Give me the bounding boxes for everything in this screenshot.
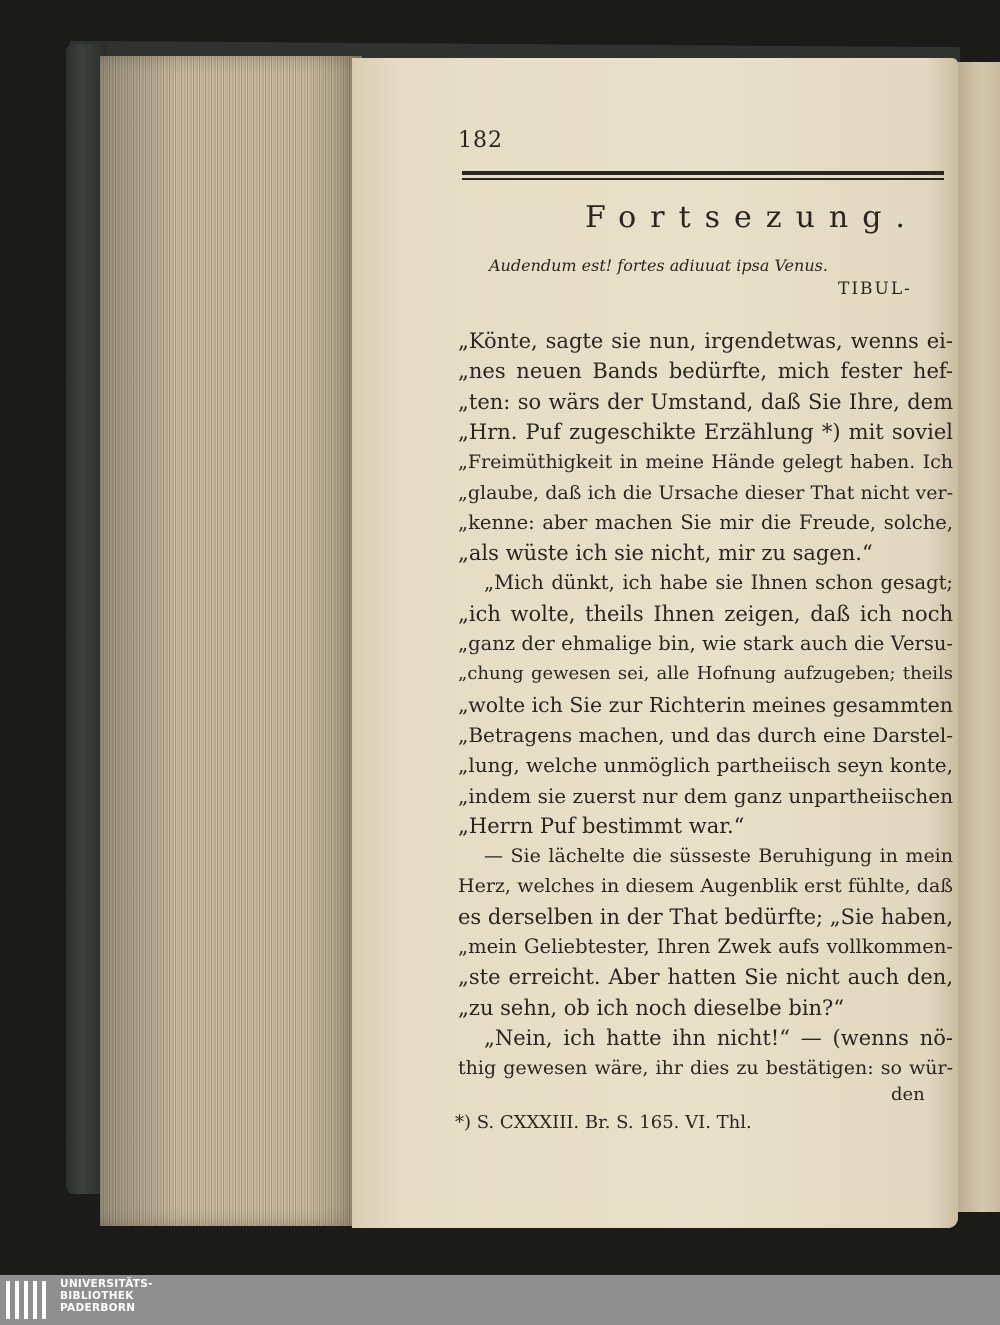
page-number: 182 — [458, 128, 503, 153]
body-line: Herz, welches in diesem Augenblik erst fühlte, daß — [458, 875, 953, 898]
catchword: den — [891, 1084, 925, 1105]
body-line: „Könte, sagte sie nun, irgendetwas, wenns ei- — [458, 329, 953, 353]
body-line: „glaube, daß ich die Ursache dieser That nicht ver- — [458, 481, 953, 504]
body-line: „Betragens machen, und das durch eine Darstel- — [458, 722, 954, 747]
body-line: „als wüste ich sie nicht, mir zu sagen.“ — [458, 541, 873, 566]
body-line: es derselben in der That bedürfte; „Sie haben, — [458, 904, 953, 929]
body-line: „chung gewesen sei, alle Hofnung aufzugeben; theils — [458, 663, 953, 685]
body-line: „ten: so wärs der Umstand, daß Sie Ihre, dem — [458, 389, 953, 414]
library-name — [60, 1278, 153, 1314]
header-rule-thin — [462, 178, 944, 180]
body-line: „ste erreicht. Aber hatten Sie nicht auch den, — [458, 965, 953, 990]
body-line: — Sie lächelte die süsseste Beruhigung in mein — [484, 845, 953, 868]
header-rule-thick — [462, 171, 944, 175]
body-line: „Nein, ich hatte ihn nicht!“ — (wenns nö- — [484, 1025, 953, 1050]
chapter-heading: Fortsezung. — [585, 200, 919, 235]
body-line: „ich wolte, theils Ihnen zeigen, daß ich noch — [458, 601, 953, 626]
body-line: „Herrn Puf bestimmt war.“ — [458, 813, 745, 838]
adjacent-page — [955, 62, 1000, 1212]
library-name-line-2: BIBLIOTHEK — [60, 1290, 134, 1302]
body-line: „Mich dünkt, ich habe sie Ihnen schon gesagt; — [484, 571, 953, 595]
body-line: thig gewesen wäre, ihr dies zu bestätigen: so wür- — [458, 1057, 953, 1080]
body-line: „lung, welche unmöglich partheiisch seyn konte, — [458, 753, 953, 778]
body-line: „wolte ich Sie zur Richterin meines gesammten — [458, 692, 953, 717]
library-name-line-1: UNIVERSITÄTS- — [60, 1278, 153, 1290]
footnote: *) S. CXXXIII. Br. S. 165. VI. Thl. — [455, 1112, 752, 1133]
body-line: „mein Geliebtester, Ihren Zwek aufs vollkommen- — [458, 935, 953, 958]
library-name-line-3: PADERBORN — [60, 1302, 136, 1314]
page-block-shade — [100, 56, 362, 1226]
motto-author: TIBUL- — [838, 279, 912, 299]
body-line: „nes neuen Bands bedürfte, mich fester hef- — [458, 359, 953, 384]
body-line: „ganz der ehmalige bin, wie stark auch die Versu- — [458, 632, 953, 655]
body-line: „Hrn. Puf zugeschikte Erzählung *) mit soviel — [458, 419, 953, 444]
body-line: „Freimüthigkeit in meine Hände gelegt haben. Ich — [458, 451, 953, 474]
body-line: „indem sie zuerst nur dem ganz unpartheiischen — [458, 783, 953, 808]
body-line: „kenne: aber machen Sie mir die Freude, solche, — [458, 510, 953, 534]
library-logo-icon — [6, 1281, 52, 1319]
motto-quote: Audendum est! fortes adiuuat ipsa Venus. — [489, 256, 828, 275]
body-line: „zu sehn, ob ich noch dieselbe bin?“ — [458, 995, 845, 1020]
